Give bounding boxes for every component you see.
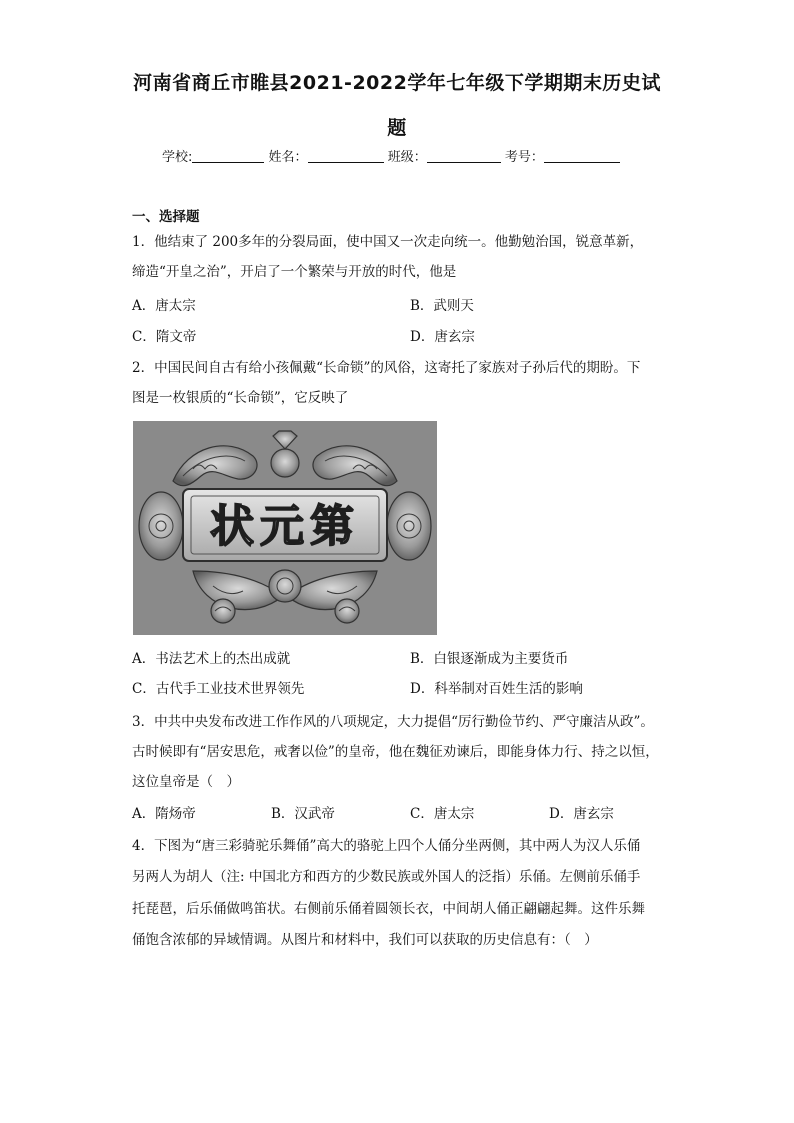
class-blank bbox=[427, 149, 501, 163]
q3-option-b: B．汉武帝 bbox=[271, 806, 335, 822]
q4-stem-line-3: 托琵琶，后乐俑做鸣笛状。右侧前乐俑着圆领长衣，中间胡人俑正翩翩起舞。这件乐舞 bbox=[132, 901, 645, 917]
q2-stem-line-1: 2．中国民间自古有给小孩佩戴“长命锁”的风俗，这寄托了家族对子孙后代的期盼。下 bbox=[132, 360, 641, 376]
q4-stem-line-4: 俑饱含浓郁的异域情调。从图片和材料中，我们可以获取的历史信息有：（ ） bbox=[132, 932, 598, 948]
q1-option-c: C．隋文帝 bbox=[132, 329, 197, 345]
q1-option-a: A．唐太宗 bbox=[132, 298, 196, 314]
q1-stem-line-1: 1．他结束了 200多年的分裂局面，使中国又一次走向统一。他勤勉治国，锐意革新， bbox=[132, 234, 644, 250]
lock-inscription: 状元第 bbox=[210, 501, 360, 552]
q3-option-d: D．唐玄宗 bbox=[549, 806, 614, 822]
q3-option-c: C．唐太宗 bbox=[410, 806, 475, 822]
q1-stem-line-2: 缔造“开皇之治”，开启了一个繁荣与开放的时代，他是 bbox=[132, 264, 457, 280]
q2-option-a: A．书法艺术上的杰出成就 bbox=[132, 651, 291, 667]
school-blank bbox=[192, 149, 264, 163]
section-heading: 一、选择题 bbox=[132, 209, 200, 225]
longevity-lock-image bbox=[133, 421, 437, 635]
q2-option-b: B．白银逐渐成为主要货币 bbox=[410, 651, 569, 667]
exam-title-line-2: 题 bbox=[387, 117, 407, 139]
student-info-row bbox=[162, 146, 620, 165]
q2-stem-line-2: 图是一枚银质的“长命锁”，它反映了 bbox=[132, 390, 349, 406]
q2-option-d: D．科举制对百姓生活的影响 bbox=[410, 681, 583, 697]
q4-stem-line-1: 4．下图为“唐三彩骑驼乐舞俑”高大的骆驼上四个人俑分坐两侧，其中两人为汉人乐俑 bbox=[132, 838, 641, 854]
exam-number-label: 考号： bbox=[504, 150, 544, 165]
school-label: 学校: bbox=[162, 150, 193, 165]
q3-stem-line-3: 这位皇帝是（ ） bbox=[132, 774, 240, 790]
q2-option-c: C．古代手工业技术世界领先 bbox=[132, 681, 305, 697]
q1-option-d: D．唐玄宗 bbox=[410, 329, 475, 345]
class-label: 班级： bbox=[387, 150, 427, 165]
name-label: 姓名： bbox=[268, 150, 308, 165]
q4-stem-line-2: 另两人为胡人（注: 中国北方和西方的少数民族或外国人的泛指）乐俑。左侧前乐俑手 bbox=[132, 869, 641, 885]
q1-option-b: B．武则天 bbox=[410, 298, 474, 314]
q3-option-a: A．隋炀帝 bbox=[132, 806, 196, 822]
exam-number-blank bbox=[544, 149, 620, 163]
name-blank bbox=[308, 149, 384, 163]
q3-stem-line-2: 古时候即有“居安思危，戒奢以俭”的皇帝，他在魏征劝谏后，即能身体力行、持之以恒， bbox=[132, 744, 659, 760]
exam-title-line-1: 河南省商丘市睢县2021-2022学年七年级下学期期末历史试 bbox=[133, 72, 661, 94]
q3-stem-line-1: 3．中共中央发布改进工作作风的八项规定，大力提倡“厉行勤俭节约、严守廉洁从政”。 bbox=[132, 714, 654, 730]
